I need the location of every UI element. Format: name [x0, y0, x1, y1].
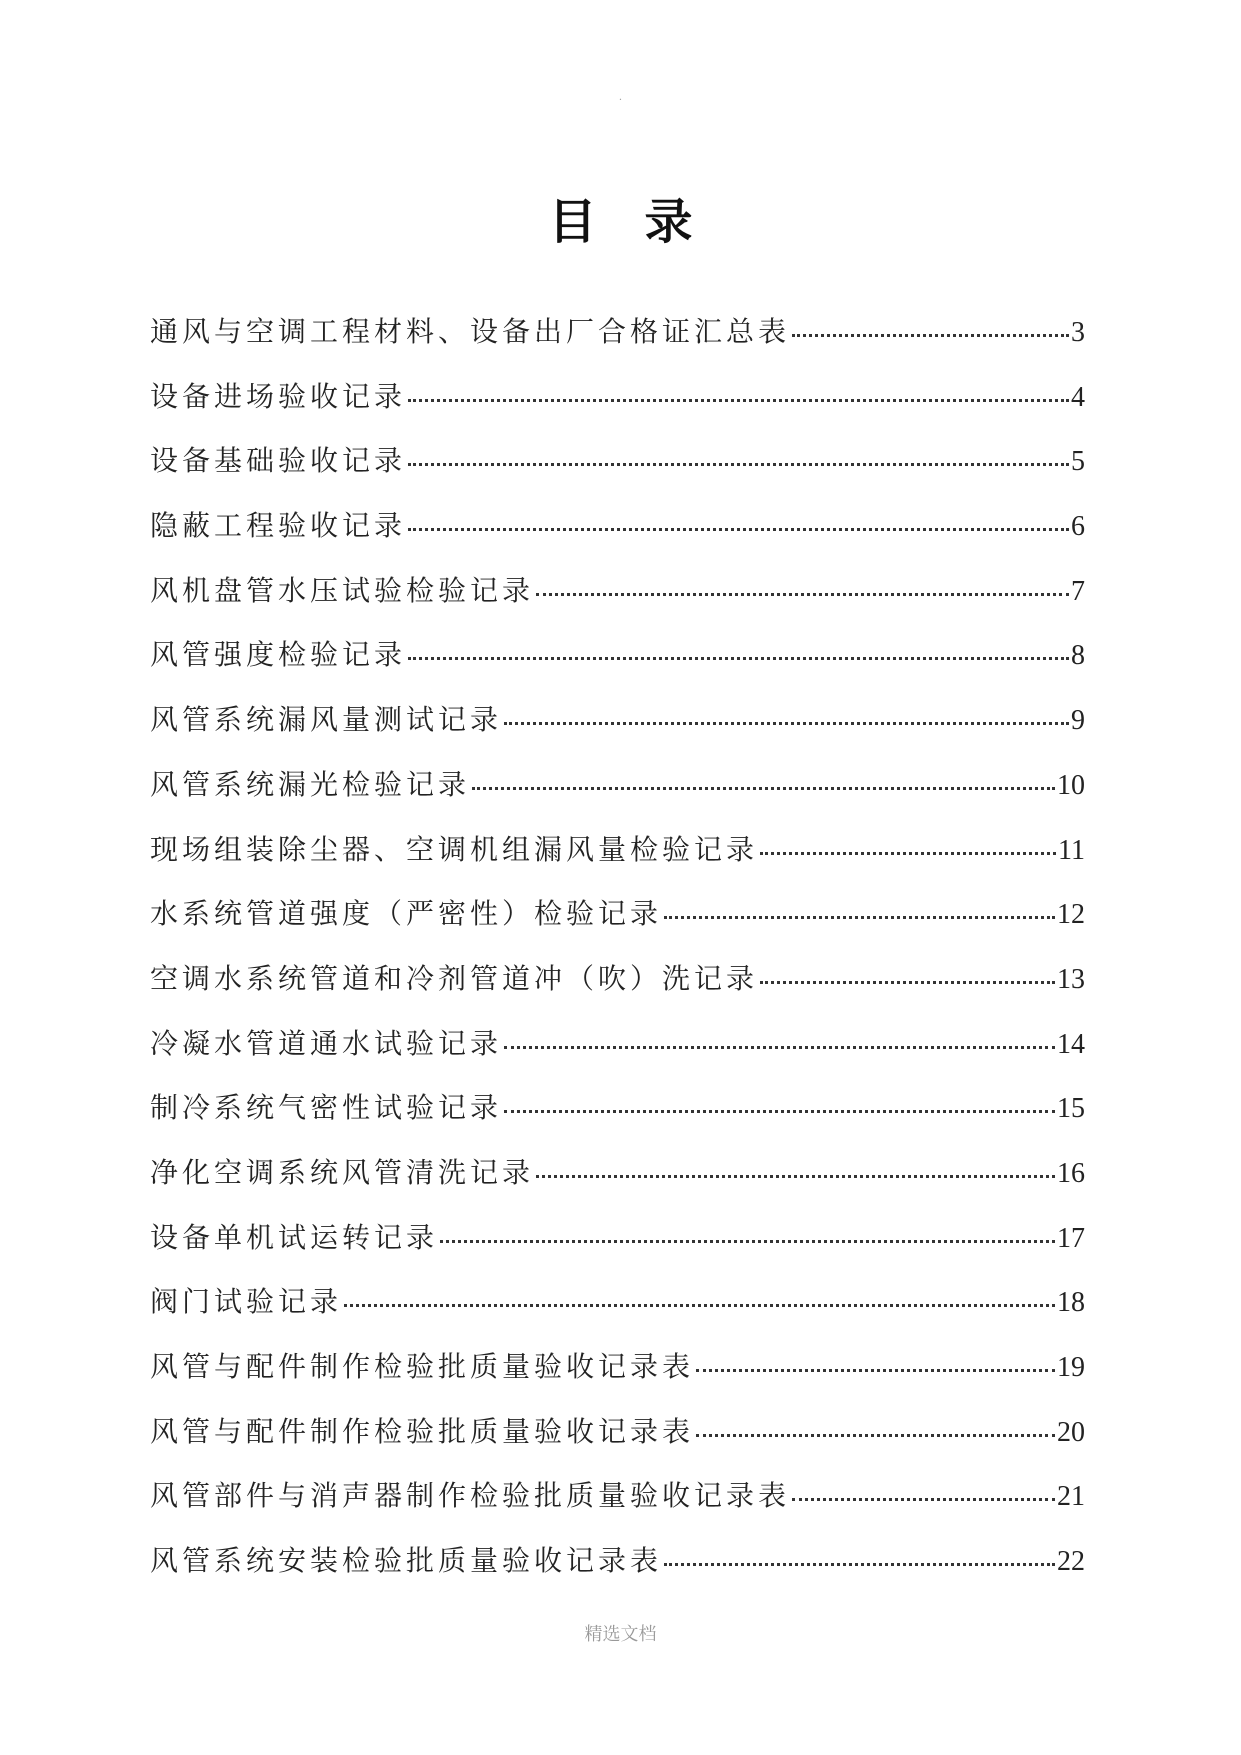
toc-leader-dots: [440, 1236, 1055, 1243]
toc-leader-dots: [504, 718, 1069, 725]
toc-leader-dots: [536, 1171, 1055, 1178]
toc-entry[interactable]: [150, 753, 1085, 818]
toc-entry-label: 现场组装除尘器、空调机组漏风量检验记录: [150, 832, 759, 866]
toc-entry[interactable]: [150, 300, 1085, 365]
toc-entry[interactable]: [150, 818, 1085, 883]
toc-entry-page: 7: [1071, 575, 1085, 607]
toc-entry-page: 18: [1057, 1287, 1085, 1319]
table-of-contents: [150, 300, 1085, 1594]
toc-leader-dots: [760, 977, 1055, 984]
toc-entry-label: 风管与配件制作检验批质量验收记录表: [150, 1350, 695, 1383]
toc-entry[interactable]: [150, 1141, 1085, 1206]
page-title: 目录: [548, 194, 741, 250]
toc-entry-page: 6: [1071, 511, 1085, 543]
toc-leader-dots: [504, 1042, 1055, 1049]
toc-entry-page: 4: [1071, 381, 1085, 413]
toc-leader-dots: [760, 848, 1056, 855]
toc-leader-dots: [408, 395, 1069, 402]
toc-leader-dots: [472, 783, 1055, 790]
toc-entry-label: 风管系统安装检验批质量验收记录表: [150, 1544, 663, 1578]
toc-entry-page: 14: [1057, 1028, 1085, 1060]
toc-entry-page: 13: [1057, 963, 1085, 995]
toc-entry[interactable]: [150, 1529, 1085, 1594]
toc-entry-label: 通风与空调工程材料、设备出厂合格证汇总表: [150, 315, 791, 348]
toc-entry-label: 设备单机试运转记录: [150, 1220, 439, 1254]
toc-leader-dots: [792, 330, 1069, 337]
toc-entry-label: 净化空调系统风管清洗记录: [150, 1155, 535, 1189]
toc-entry-page: 22: [1057, 1546, 1085, 1578]
toc-entry-page: 16: [1057, 1157, 1085, 1189]
toc-entry-page: 19: [1057, 1352, 1085, 1383]
toc-leader-dots: [664, 1559, 1055, 1566]
toc-entry-page: 3: [1071, 317, 1085, 348]
toc-entry-label: 设备进场验收记录: [150, 379, 407, 413]
toc-entry[interactable]: [150, 688, 1085, 753]
toc-entry-page: 21: [1057, 1481, 1085, 1513]
toc-entry[interactable]: [150, 1400, 1085, 1465]
toc-entry-page: 11: [1058, 834, 1085, 866]
toc-leader-dots: [792, 1494, 1055, 1501]
toc-entry-label: 隐蔽工程验收记录: [150, 509, 407, 543]
toc-leader-dots: [344, 1300, 1055, 1307]
toc-leader-dots: [408, 653, 1069, 660]
toc-entry[interactable]: [150, 1335, 1085, 1400]
header-dot: .: [618, 92, 623, 103]
toc-leader-dots: [696, 1365, 1055, 1372]
toc-entry[interactable]: [150, 882, 1085, 947]
toc-entry[interactable]: [150, 1464, 1085, 1529]
toc-entry-page: 17: [1057, 1222, 1085, 1254]
toc-leader-dots: [536, 589, 1069, 596]
toc-leader-dots: [696, 1430, 1055, 1437]
toc-entry-label: 风管与配件制作检验批质量验收记录表: [150, 1414, 695, 1448]
toc-entry[interactable]: [150, 947, 1085, 1012]
toc-entry-label: 阀门试验记录: [150, 1285, 343, 1319]
toc-entry-page: 9: [1071, 705, 1085, 737]
page-footer: 精选文档: [584, 1624, 657, 1645]
toc-entry[interactable]: [150, 559, 1085, 624]
toc-entry-label: 风机盘管水压试验检验记录: [150, 573, 535, 607]
toc-entry-page: 12: [1057, 899, 1085, 931]
toc-entry-page: 10: [1057, 769, 1085, 801]
toc-entry-label: 设备基础验收记录: [150, 444, 407, 478]
toc-leader-dots: [664, 912, 1055, 919]
toc-entry-label: 制冷系统气密性试验记录: [150, 1091, 503, 1125]
toc-entry[interactable]: [150, 1270, 1085, 1335]
toc-entry[interactable]: [150, 1206, 1085, 1271]
toc-entry[interactable]: [150, 1012, 1085, 1077]
toc-entry-label: 冷凝水管道通水试验记录: [150, 1026, 503, 1060]
toc-leader-dots: [408, 524, 1069, 531]
toc-entry-label: 风管强度检验记录: [150, 638, 407, 672]
toc-entry-page: 15: [1057, 1093, 1085, 1125]
toc-entry[interactable]: [150, 494, 1085, 559]
toc-entry-label: 风管系统漏光检验记录: [150, 767, 471, 801]
toc-entry[interactable]: [150, 623, 1085, 688]
toc-entry-page: 8: [1071, 640, 1085, 672]
toc-entry[interactable]: [150, 1076, 1085, 1141]
toc-entry-label: 风管部件与消声器制作检验批质量验收记录表: [150, 1479, 791, 1513]
toc-leader-dots: [504, 1106, 1055, 1113]
toc-leader-dots: [408, 459, 1069, 466]
toc-entry-label: 水系统管道强度（严密性）检验记录: [150, 897, 663, 931]
toc-entry[interactable]: [150, 429, 1085, 494]
toc-entry[interactable]: [150, 365, 1085, 430]
toc-entry-page: 20: [1057, 1416, 1085, 1448]
toc-entry-page: 5: [1071, 446, 1085, 478]
toc-entry-label: 风管系统漏风量测试记录: [150, 703, 503, 737]
toc-entry-label: 空调水系统管道和冷剂管道冲（吹）洗记录: [150, 961, 759, 995]
